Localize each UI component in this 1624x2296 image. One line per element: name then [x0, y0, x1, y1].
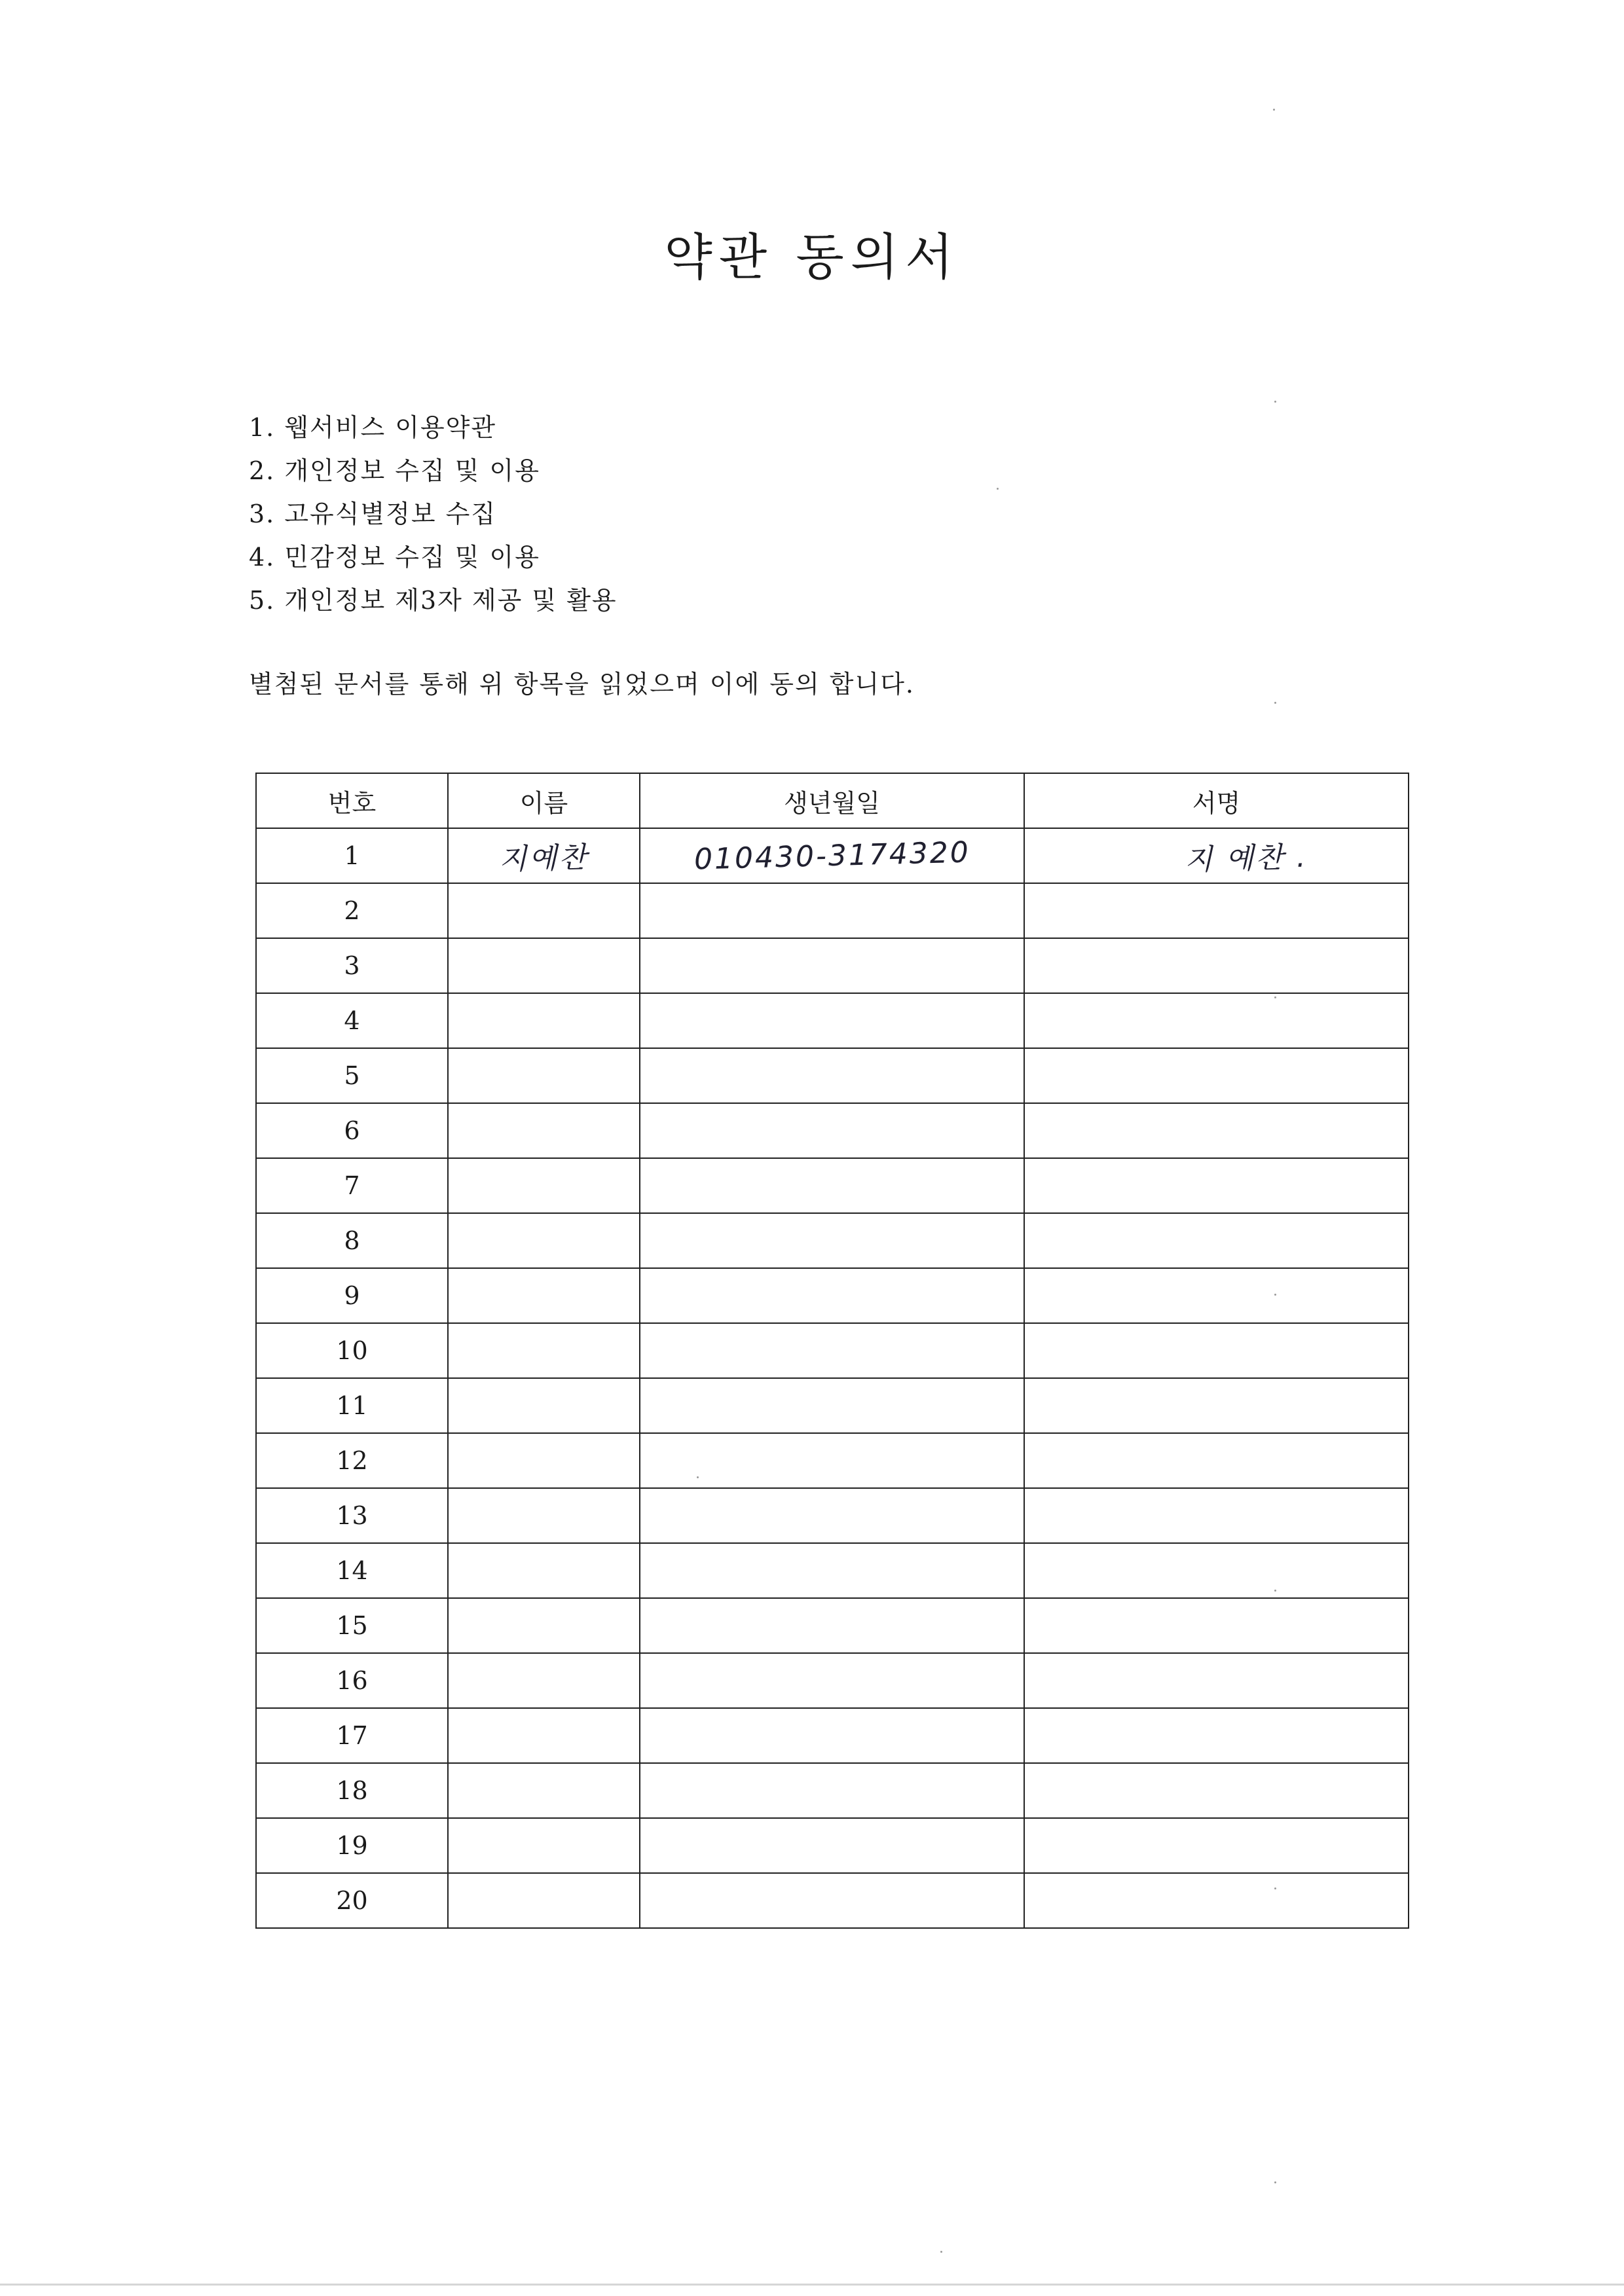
scan-speck	[1274, 1590, 1276, 1592]
name-cell	[448, 1323, 640, 1378]
signature-table	[255, 773, 1409, 1929]
signature-cell	[1024, 1048, 1409, 1103]
birthdate-cell	[640, 1708, 1024, 1763]
row-number-cell-text: 16	[336, 1666, 368, 1695]
scan-speck	[1274, 1887, 1276, 1889]
birthdate-cell	[640, 1103, 1024, 1158]
name-cell	[448, 1048, 640, 1103]
signature-cell	[1024, 1873, 1409, 1928]
scan-speck	[1274, 1294, 1276, 1296]
name-cell	[448, 828, 640, 883]
signature-cell	[1024, 828, 1409, 883]
signature-cell	[1024, 1598, 1409, 1653]
row-number-cell	[256, 883, 448, 938]
signature-cell	[1024, 1818, 1409, 1873]
row-number-cell	[256, 1213, 448, 1268]
name-cell	[448, 993, 640, 1048]
consent-statement: 별첨된 문서를 통해 위 항목을 읽었으며 이에 동의 합니다.	[249, 670, 915, 699]
row-number-cell-text: 18	[336, 1776, 368, 1805]
scan-speck	[697, 1476, 699, 1478]
row-number-cell-text: 1	[344, 841, 360, 870]
signature-cell	[1024, 993, 1409, 1048]
name-cell	[448, 1158, 640, 1213]
birthdate-cell	[640, 828, 1024, 883]
birthdate-cell	[640, 1598, 1024, 1653]
terms-item: 2. 개인정보 수집 및 이용	[249, 456, 540, 485]
birthdate-cell	[640, 1158, 1024, 1213]
row-number-cell-text: 17	[336, 1721, 368, 1750]
name-cell	[448, 1433, 640, 1488]
table-row	[256, 1653, 1409, 1708]
birthdate-cell	[640, 883, 1024, 938]
row-number-cell-text: 2	[344, 896, 360, 925]
row-number-cell	[256, 1103, 448, 1158]
table-row	[256, 883, 1409, 938]
row-number-cell	[256, 1598, 448, 1653]
name-cell	[448, 1763, 640, 1818]
row-number-cell	[256, 938, 448, 993]
birthdate-cell	[640, 1323, 1024, 1378]
row-number-cell	[256, 993, 448, 1048]
name-cell	[448, 883, 640, 938]
signature-cell	[1024, 1268, 1409, 1323]
signature-cell	[1024, 1653, 1409, 1708]
row-number-cell-text: 11	[336, 1391, 368, 1420]
birthdate-cell	[640, 1488, 1024, 1543]
row-number-cell-text: 6	[344, 1116, 360, 1145]
name-cell	[448, 938, 640, 993]
terms-list	[249, 406, 618, 622]
row-number-cell-text: 10	[336, 1336, 368, 1365]
table-row	[256, 938, 1409, 993]
table-row	[256, 1488, 1409, 1543]
scan-speck	[1274, 2181, 1276, 2183]
birthdate-cell	[640, 938, 1024, 993]
table-row	[256, 828, 1409, 883]
signature-cell	[1024, 938, 1409, 993]
row-number-cell-text: 20	[336, 1886, 368, 1915]
row-number-cell	[256, 1378, 448, 1433]
birthdate-cell	[640, 1433, 1024, 1488]
scan-speck	[1274, 702, 1276, 704]
signature-cell	[1024, 1158, 1409, 1213]
row-number-cell-text: 8	[344, 1226, 360, 1255]
table-row	[256, 1378, 1409, 1433]
row-number-cell-text: 5	[344, 1061, 360, 1090]
name-cell	[448, 1488, 640, 1543]
row-number-cell	[256, 1708, 448, 1763]
terms-item: 1. 웹서비스 이용약관	[249, 413, 497, 442]
name-cell	[448, 1708, 640, 1763]
signature-cell	[1024, 1763, 1409, 1818]
terms-item: 3. 고유식별정보 수집	[249, 500, 497, 528]
row-number-cell-text: 13	[336, 1501, 368, 1530]
signature-cell	[1024, 1433, 1409, 1488]
table-row	[256, 1103, 1409, 1158]
birthdate-cell	[640, 1653, 1024, 1708]
name-cell	[448, 1818, 640, 1873]
table-row	[256, 1213, 1409, 1268]
birthdate-cell	[640, 1873, 1024, 1928]
birthdate-cell	[640, 1048, 1024, 1103]
row-number-cell-text: 12	[336, 1446, 368, 1475]
header-name: 이름	[448, 773, 640, 828]
table-body	[256, 828, 1409, 1928]
table-row	[256, 1598, 1409, 1653]
header-signature: 서명	[1024, 773, 1409, 828]
name-cell-text: 지예찬	[498, 841, 589, 877]
scan-bottom-edge	[0, 2284, 1624, 2286]
table-header-row	[256, 773, 1409, 828]
birthdate-cell	[640, 1268, 1024, 1323]
row-number-cell	[256, 1268, 448, 1323]
signature-cell	[1024, 1708, 1409, 1763]
row-number-cell-text: 15	[336, 1611, 368, 1640]
row-number-cell-text: 4	[344, 1006, 360, 1035]
table-row	[256, 1158, 1409, 1213]
signature-cell	[1024, 1543, 1409, 1598]
terms-item: 5. 개인정보 제3자 제공 및 활용	[249, 586, 618, 615]
birthdate-cell	[640, 1213, 1024, 1268]
row-number-cell	[256, 828, 448, 883]
header-birthdate: 생년월일	[640, 773, 1024, 828]
name-cell	[448, 1268, 640, 1323]
page-title: 약관 동의서	[664, 228, 960, 286]
table-row	[256, 1708, 1409, 1763]
birthdate-cell	[640, 1378, 1024, 1433]
name-cell	[448, 1873, 640, 1928]
name-cell	[448, 1543, 640, 1598]
row-number-cell	[256, 1323, 448, 1378]
table-row	[256, 1433, 1409, 1488]
scan-speck	[1274, 401, 1276, 403]
table-row	[256, 1543, 1409, 1598]
table-row	[256, 1873, 1409, 1928]
terms-item: 4. 민감정보 수집 및 이용	[249, 543, 540, 572]
signature-cell	[1024, 883, 1409, 938]
table-row	[256, 993, 1409, 1048]
row-number-cell	[256, 1048, 448, 1103]
scan-speck	[1273, 109, 1275, 111]
table-row	[256, 1048, 1409, 1103]
row-number-cell-text: 3	[344, 951, 360, 980]
name-cell	[448, 1653, 640, 1708]
scan-speck	[1274, 996, 1276, 998]
scan-speck	[940, 2251, 942, 2253]
signature-cell	[1024, 1378, 1409, 1433]
row-number-cell	[256, 1818, 448, 1873]
row-number-cell-text: 9	[344, 1281, 360, 1310]
name-cell	[448, 1213, 640, 1268]
row-number-cell-text: 14	[336, 1556, 368, 1585]
table-row	[256, 1268, 1409, 1323]
name-cell	[448, 1103, 640, 1158]
header-number: 번호	[256, 773, 448, 828]
signature-cell	[1024, 1213, 1409, 1268]
table-row	[256, 1818, 1409, 1873]
signature-cell-text: 지 예찬 .	[1184, 840, 1308, 877]
birthdate-cell	[640, 993, 1024, 1048]
signature-cell	[1024, 1323, 1409, 1378]
row-number-cell	[256, 1158, 448, 1213]
signature-cell	[1024, 1488, 1409, 1543]
name-cell	[448, 1598, 640, 1653]
row-number-cell	[256, 1873, 448, 1928]
birthdate-cell-text: 010430-3174320	[693, 835, 971, 877]
scan-speck	[997, 488, 999, 490]
signature-cell	[1024, 1103, 1409, 1158]
row-number-cell	[256, 1433, 448, 1488]
row-number-cell	[256, 1653, 448, 1708]
row-number-cell	[256, 1488, 448, 1543]
row-number-cell	[256, 1763, 448, 1818]
row-number-cell-text: 7	[344, 1171, 360, 1200]
row-number-cell-text: 19	[336, 1831, 368, 1860]
name-cell	[448, 1378, 640, 1433]
table-row	[256, 1323, 1409, 1378]
birthdate-cell	[640, 1818, 1024, 1873]
row-number-cell	[256, 1543, 448, 1598]
birthdate-cell	[640, 1763, 1024, 1818]
birthdate-cell	[640, 1543, 1024, 1598]
table-row	[256, 1763, 1409, 1818]
